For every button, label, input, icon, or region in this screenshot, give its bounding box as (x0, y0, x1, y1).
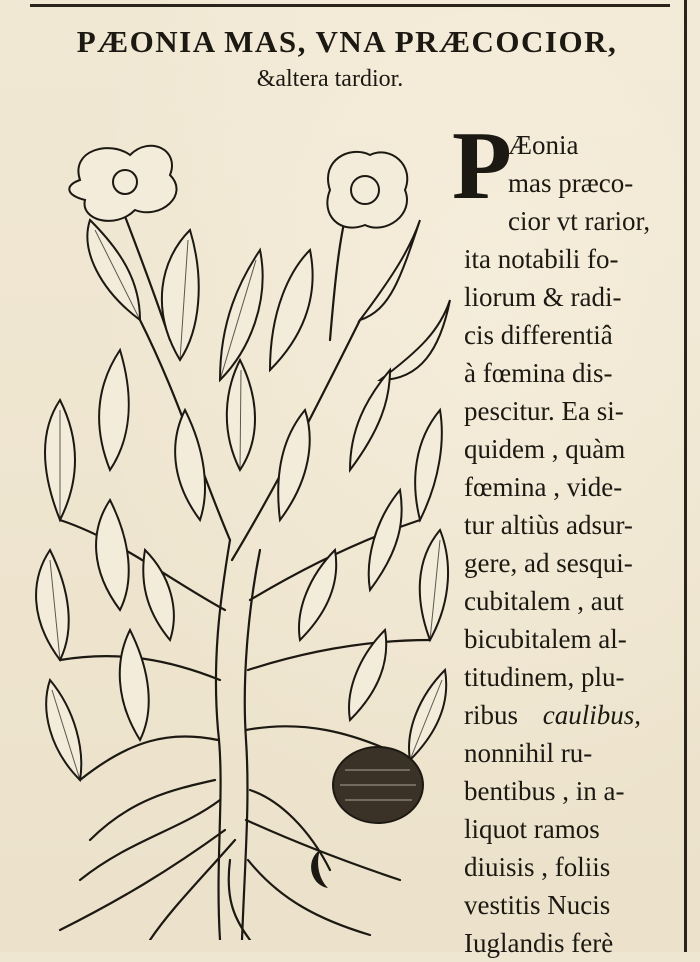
text-line: Iuglandis ferè (464, 928, 614, 958)
page-subtitle: &altera tardior. (256, 66, 404, 92)
text-line: quidem , quàm (464, 434, 626, 464)
text-line-plain: ribus (464, 700, 518, 730)
page-title: PÆONIA MAS, VNA PRÆCOCIOR, (76, 24, 618, 59)
text-line: Æonia (508, 130, 579, 160)
right-margin-rule (684, 0, 687, 952)
text-line: titudinem, plu- (464, 662, 625, 692)
text-line: cior vt rarior, (508, 206, 651, 236)
text-line: pescitur. Ea si- (464, 396, 624, 426)
text-line (464, 696, 641, 734)
text-line: bicubitalem al- (464, 624, 627, 654)
crescent-figure (311, 850, 328, 888)
text-line: vestitis Nucis (464, 890, 611, 920)
text-line: tur altiùs adsur- (464, 510, 633, 540)
peony-woodcut-illustration (20, 140, 452, 940)
drop-cap-initial: P (452, 112, 512, 220)
top-rule (30, 4, 670, 7)
text-line: gere, ad sesqui- (464, 548, 633, 578)
text-line: cis differentiâ (464, 320, 613, 350)
text-line: mas præco- (508, 168, 634, 198)
text-line: bentibus , in a- (464, 776, 625, 806)
text-line: fœmina , vide- (464, 472, 623, 502)
text-line: à fœmina dis- (464, 358, 613, 388)
text-line: liorum & radi- (464, 282, 622, 312)
text-line: ita notabili fo- (464, 244, 619, 274)
text-line: diuisis , foliis (464, 852, 611, 882)
text-line-italic: caulibus, (542, 700, 641, 730)
text-line: liquot ramos (464, 814, 600, 844)
text-line: nonnihil ru- (464, 738, 593, 768)
text-line: cubitalem , aut (464, 586, 624, 616)
